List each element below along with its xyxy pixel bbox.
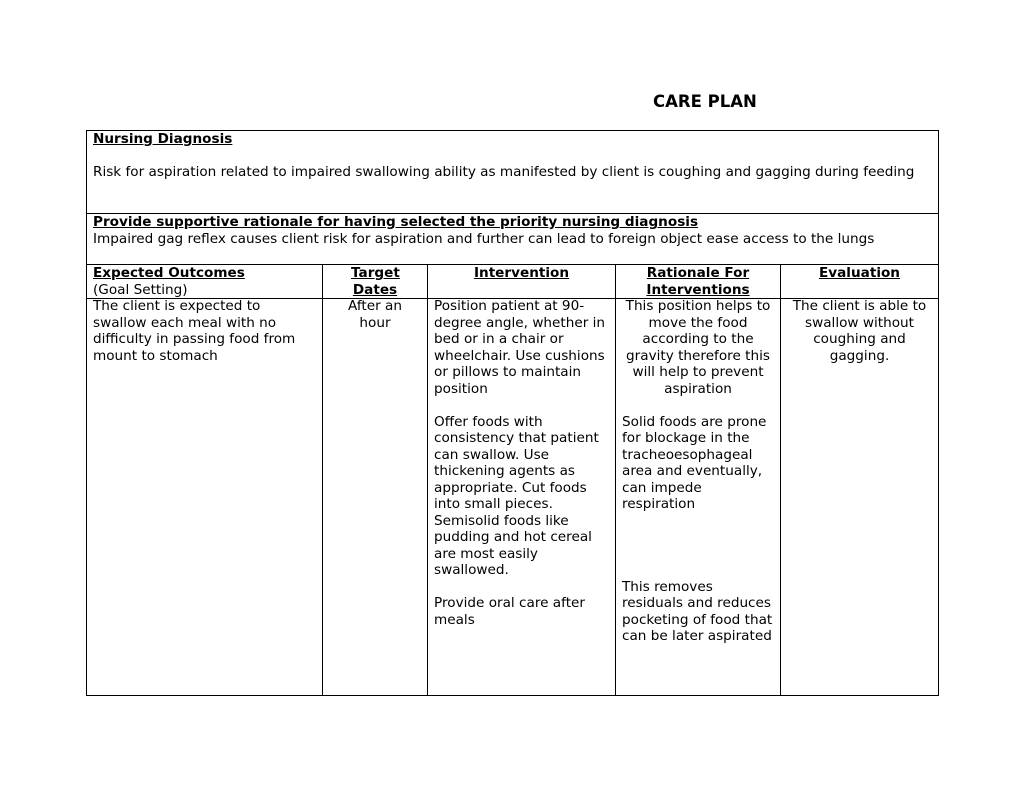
intervention-header [428, 265, 615, 298]
target-dates-text: After an hour [348, 298, 402, 331]
expected-outcomes-header [87, 265, 322, 298]
rationale-item: Solid foods are prone for blockage in the tracheoesophageal area and eventually, can impede respiration [622, 413, 767, 512]
expected-outcomes-text: The client is expected to swallow each meal with no difficulty in passing food from mount to stomach [93, 298, 296, 364]
rationale-for-interventions-column [616, 265, 781, 695]
nursing-diagnosis-text: Risk for aspiration related to impaired swallowing ability as manifested by client is coughing and gagging during feeding [93, 164, 915, 180]
evaluation-column [781, 265, 938, 695]
supportive-rationale-heading: Provide supportive rationale for having selected the priority nursing diagnosis [93, 214, 699, 230]
nursing-diagnosis-heading: Nursing Diagnosis [93, 131, 233, 147]
rationale-item: This position helps to move the food according to the gravity therefore this will help to prevent aspiration [625, 298, 771, 397]
target-dates-column [323, 265, 428, 695]
intervention-column [428, 265, 616, 695]
rationale-for-interventions-header [616, 265, 780, 298]
expected-outcomes-column [87, 265, 323, 695]
target-dates-heading: Target Dates [351, 265, 400, 298]
goal-setting-subheading: (Goal Setting) [93, 281, 188, 298]
evaluation-header [781, 265, 938, 298]
nursing-diagnosis-section [87, 131, 938, 214]
intervention-item: Provide oral care after meals [434, 595, 585, 628]
intervention-heading: Intervention [473, 265, 570, 281]
intervention-item: Offer foods with consistency that patient can swallow. Use thickening agents as appropriate. Cut foods into small pieces. Semisolid foods like pudding and hot cereal are most easily swallowed. [434, 413, 599, 578]
rationale-item: This removes residuals and reduces pocketing of food that can be later aspirated [622, 578, 773, 644]
supportive-rationale-section [87, 214, 938, 265]
intervention-item: Position patient at 90-degree angle, whether in bed or in a chair or wheelchair. Use cushions or pillows to maintain position [434, 298, 606, 397]
expected-outcomes-heading: Expected Outcomes [93, 265, 245, 281]
page-title: CARE PLAN [653, 92, 757, 111]
target-dates-header [323, 265, 427, 298]
evaluation-text: The client is able to swallow without coughing and gagging. [792, 298, 927, 364]
evaluation-heading: Evaluation [818, 265, 900, 281]
rationale-for-interventions-heading: Rationale For Interventions [646, 265, 750, 298]
supportive-rationale-text: Impaired gag reflex causes client risk for aspiration and further can lead to foreign object ease access to the lungs [93, 230, 875, 247]
care-plan-table [86, 130, 939, 696]
